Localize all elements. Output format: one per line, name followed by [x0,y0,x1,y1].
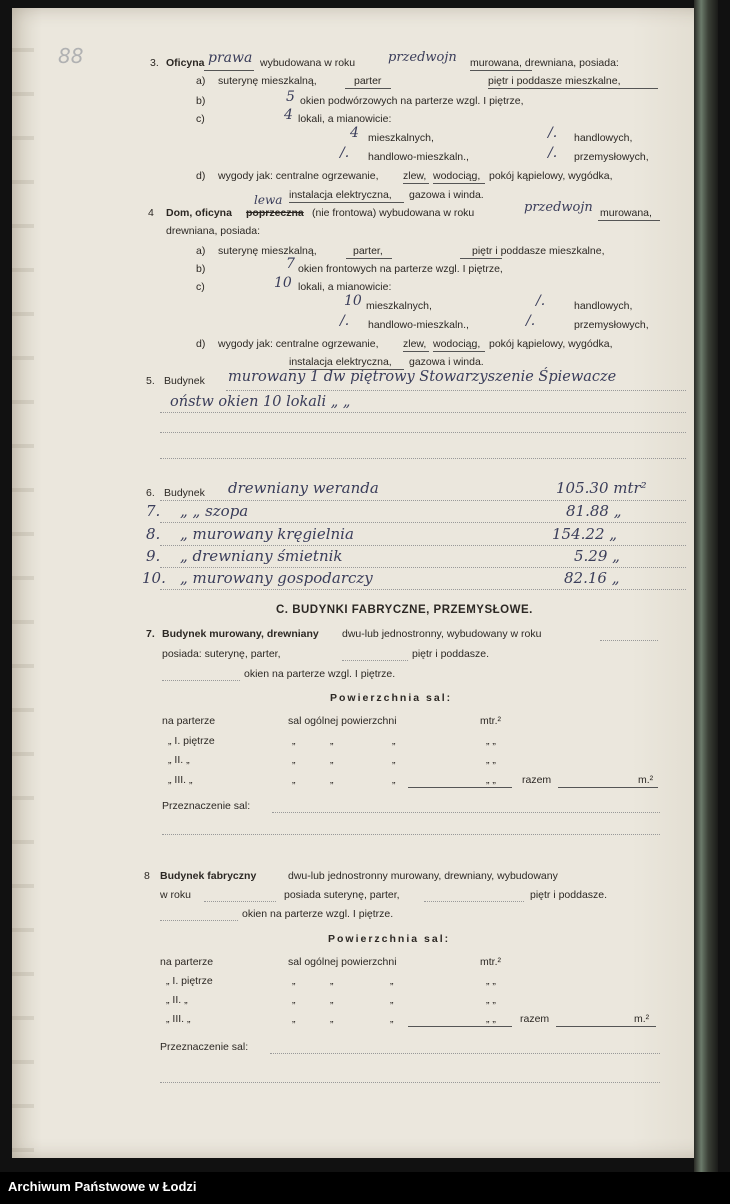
b8-title: Budynek fabryczny [160,870,257,882]
sec3-c-ind: przemysłowych, [574,151,649,163]
sec3-built: wybudowana w roku [260,57,356,69]
fill-line [162,680,240,681]
archive-caption-bar [0,1172,730,1204]
sec5-num: 5. [146,375,155,387]
b7-line2b: piętr i poddasze. [412,648,490,660]
underline [433,183,485,184]
fill-line [600,640,658,641]
b8-r2: „ I. piętrze [166,975,213,987]
b8-line2a: w roku [160,889,191,901]
sec4-d-label: d) [196,338,206,350]
underline [460,258,502,259]
fill-line [160,522,686,523]
b8-r4: „ III. „ [166,1013,191,1025]
binding-margin [12,8,34,1158]
fill-line [160,432,686,433]
sec3-d-text1: wygody jak: centralne ogrzewanie, [218,170,379,182]
fill-line [272,812,660,813]
b7-m2: m.² [638,774,654,786]
sec3-c-hw-com: /. [548,125,558,141]
sec6-row-desc: „ murowany gospodarczy [180,569,373,587]
b8-qq: „ „ [486,975,496,987]
sec4-title: Dom, oficyna [166,207,232,219]
sec6-row-area: 5.29 „ [574,547,620,565]
sec4-c-hw-com: /. [536,293,546,309]
fill-line [270,1053,660,1054]
book-edge [694,0,718,1172]
sec4-d-text2: pokój kąpielowy, wygódka, [489,338,613,350]
b7-q: „ [330,774,334,786]
b7-qq: „ „ [486,774,496,786]
b8-q: „ [390,975,394,987]
sec3-d-instal: instalacja elektryczna, [289,189,392,201]
b8-q: „ [292,994,296,1006]
b7-q: „ [292,754,296,766]
underline [556,1026,656,1027]
sec3-b-label: b) [196,95,206,107]
sec6-row-area: 82.16 „ [564,569,620,587]
sec4-num: 4 [148,207,154,219]
sec4-c-res: mieszkalnych, [366,300,432,312]
b7-r1c: mtr.² [480,715,501,727]
sec3-d-label: d) [196,170,206,182]
sec6-row-desc: „ murowany kręgielnia [180,525,354,543]
b7-r4: „ III. „ [168,774,193,786]
sec4-c-mix: handlowo-mieszkaln., [368,319,469,331]
b7-razem: razem [522,774,552,786]
fill-line [160,545,686,546]
b7-r1a: na parterze [162,715,216,727]
sec6-row-desc: „ „ szopa [180,502,249,520]
underline [598,220,660,221]
sec3-c-hw: 4 [284,107,293,123]
fill-line [226,390,686,391]
fill-line [204,901,276,902]
sec4-a-parter: parter, [353,245,383,257]
b7-line3: okien na parterze wzgl. I piętrze. [244,668,396,680]
sec3-materials: murowana, drewniana, posiada: [470,57,619,69]
underline [558,787,658,788]
fill-line [160,920,238,921]
b8-q: „ [390,1013,394,1025]
b7-line2a: posiada: suterynę, parter, [162,648,281,660]
b8-q: „ [330,994,334,1006]
b7-r3: „ II. „ [168,754,190,766]
sec3-hw-side: prawa [208,50,253,66]
b7-r1b: sal ogólnej powierzchni [288,715,397,727]
fill-line [160,458,686,459]
underline [408,1026,512,1027]
fill-line [160,500,686,501]
b8-line1: dwu-lub jednostronny murowany, drewniany, wybudowany [288,870,558,882]
sec4-b-label: b) [196,263,206,275]
sec4-d-wodociag: wodociąg, [433,338,481,350]
sec6-row-num: 8. [146,525,161,543]
underline [488,88,658,89]
sec3-a-label: a) [196,75,206,87]
b8-line3: okien na parterze wzgl. I piętrze. [242,908,394,920]
sec4-hw-side: lewa [254,193,283,207]
b8-qq: „ „ [486,1013,496,1025]
b7-q: „ [392,735,396,747]
sec4-c-hw-ind: /. [526,313,536,329]
sec4-c-hw-res: 10 [344,293,362,309]
b7-q: „ [292,774,296,786]
underline [204,70,254,71]
sec3-c-com: handlowych, [574,132,633,144]
sec4-a-text1: suterynę mieszkalną, [218,245,317,257]
sec4-c-label: c) [196,281,205,293]
b7-q: „ [392,774,396,786]
sec3-title: Oficyna [166,57,205,69]
sec4-c-hw: 10 [274,275,292,291]
b8-line2b: posiada suterynę, parter, [284,889,400,901]
sec4-line2: drewniana, posiada: [166,225,260,237]
underline [346,258,392,259]
fill-line [162,834,660,835]
sec3-d-text2: pokój kąpielowy, wygódka, [489,170,613,182]
sec3-c-hw-ind: /. [548,145,558,161]
page-number-pencil: 88 [58,44,84,68]
sec3-a-text1: suterynę mieszkalną, [218,75,317,87]
sec3-c-text: lokali, a mianowicie: [298,113,392,125]
fill-line [160,567,686,568]
b7-area-heading: Powierzchnia sal: [330,692,453,704]
sec4-c-ind: przemysłowych, [574,319,649,331]
b8-r1c: mtr.² [480,956,501,968]
underline [470,70,532,71]
b8-q: „ [330,1013,334,1025]
fill-line [424,901,524,902]
underline [289,202,404,203]
sec4-a-label: a) [196,245,206,257]
sec3-c-hw-mix: /. [340,145,350,161]
b7-qq: „ „ [486,754,496,766]
underline [433,351,485,352]
b7-q: „ [330,735,334,747]
secC-heading: C. BUDYNKI FABRYCZNE, PRZEMYSŁOWE. [276,604,533,616]
underline [403,183,429,184]
sec4-murowana: murowana, [600,207,652,219]
sec5-label: Budynek [164,375,205,387]
b7-q: „ [292,735,296,747]
b8-num: 8 [144,870,150,882]
sec3-c-res: mieszkalnych, [368,132,434,144]
sec3-c-mix: handlowo-mieszkaln., [368,151,469,163]
sec6-label: Budynek [164,487,205,499]
sec5-hw-line1: murowany 1 dw piętrowy Stowarzyszenie Śpiewacze [228,369,617,385]
sec4-b-hw: 7 [286,256,295,272]
b8-q: „ [390,994,394,1006]
sec3-c-label: c) [196,113,205,125]
b8-purpose: Przeznaczenie sal: [160,1041,249,1053]
sec3-d-text3: gazowa i winda. [409,189,484,201]
sec6-row-area: 154.22 „ [552,525,618,543]
fill-line [342,660,408,661]
sec6-row-num: 7. [146,502,161,520]
sec6-row-desc: „ drewniany śmietnik [180,547,343,565]
sec3-b-hw: 5 [286,89,295,105]
sec3-d-wodociag: wodociąg, [433,170,481,182]
sec6-row-num: 10. [142,569,166,587]
sec4-c-text: lokali, a mianowicie: [298,281,392,293]
sec4-d-zlew: zlew, [403,338,427,350]
sec6-row-area: 105.30 mtr² [556,479,647,497]
b8-r1b: sal ogólnej powierzchni [288,956,397,968]
b8-razem: razem [520,1013,550,1025]
sec6-row-num: 9. [146,547,161,565]
b8-r3: „ II. „ [166,994,188,1006]
sec4-b-text: okien frontowych na parterze wzgl. I piętrze, [298,263,503,275]
fill-line [160,412,686,413]
b8-q: „ [330,975,334,987]
b8-qq: „ „ [486,994,496,1006]
sec3-d-zlew: zlew, [403,170,427,182]
b7-line1: dwu-lub jednostronny, wybudowany w roku [342,628,542,640]
sec4-built: (nie frontowa) wybudowana w roku [312,207,475,219]
underline [403,351,429,352]
sec4-d-instal: instalacja elektryczna, [289,356,392,368]
b7-r2: „ I. piętrze [168,735,215,747]
b8-q: „ [292,975,296,987]
b7-num: 7. [146,628,155,640]
underline [345,88,391,89]
b8-r1a: na parterze [160,956,214,968]
sec4-c-hw-mix: /. [340,313,350,329]
sec4-c-com: handlowych, [574,300,633,312]
fill-line [160,589,686,590]
sec3-hw-year: przedwojn [388,50,457,65]
b7-q: „ [392,754,396,766]
b8-q: „ [292,1013,296,1025]
sec6-row-area: 81.88 „ [566,502,622,520]
sec4-struck: poprzeczna [246,207,304,219]
archive-caption: Archiwum Państwowe w Łodzi [8,1179,197,1194]
b7-title: Budynek murowany, drewniany [162,628,319,640]
sec3-c-hw-res: 4 [350,125,359,141]
b7-qq: „ „ [486,735,496,747]
sec3-b-text: okien podwórzowych na parterze wzgl. I piętrze, [300,95,524,107]
sec4-d-text3: gazowa i winda. [409,356,484,368]
b8-line2c: piętr i poddasze. [530,889,608,901]
b8-m2: m.² [634,1013,650,1025]
b8-area-heading: Powierzchnia sal: [328,933,451,945]
sec6-row-desc: drewniany weranda [228,479,379,497]
sec5-hw-line2: oństw okien 10 lokali „ „ [170,394,351,410]
sec3-a-parter: parter [354,75,382,87]
underline [408,787,512,788]
b7-purpose: Przeznaczenie sal: [162,800,251,812]
sec6-num: 6. [146,487,155,499]
sec4-d-text1: wygody jak: centralne ogrzewanie, [218,338,379,350]
sec3-num: 3. [150,57,159,69]
sec4-a-text2: piętr i poddasze mieszkalne, [472,245,605,257]
b7-q: „ [330,754,334,766]
sec3-a-text2: piętr i poddasze mieszkalne, [488,75,621,87]
sec4-hw-year: przedwojn [524,200,593,215]
fill-line [160,1082,660,1083]
